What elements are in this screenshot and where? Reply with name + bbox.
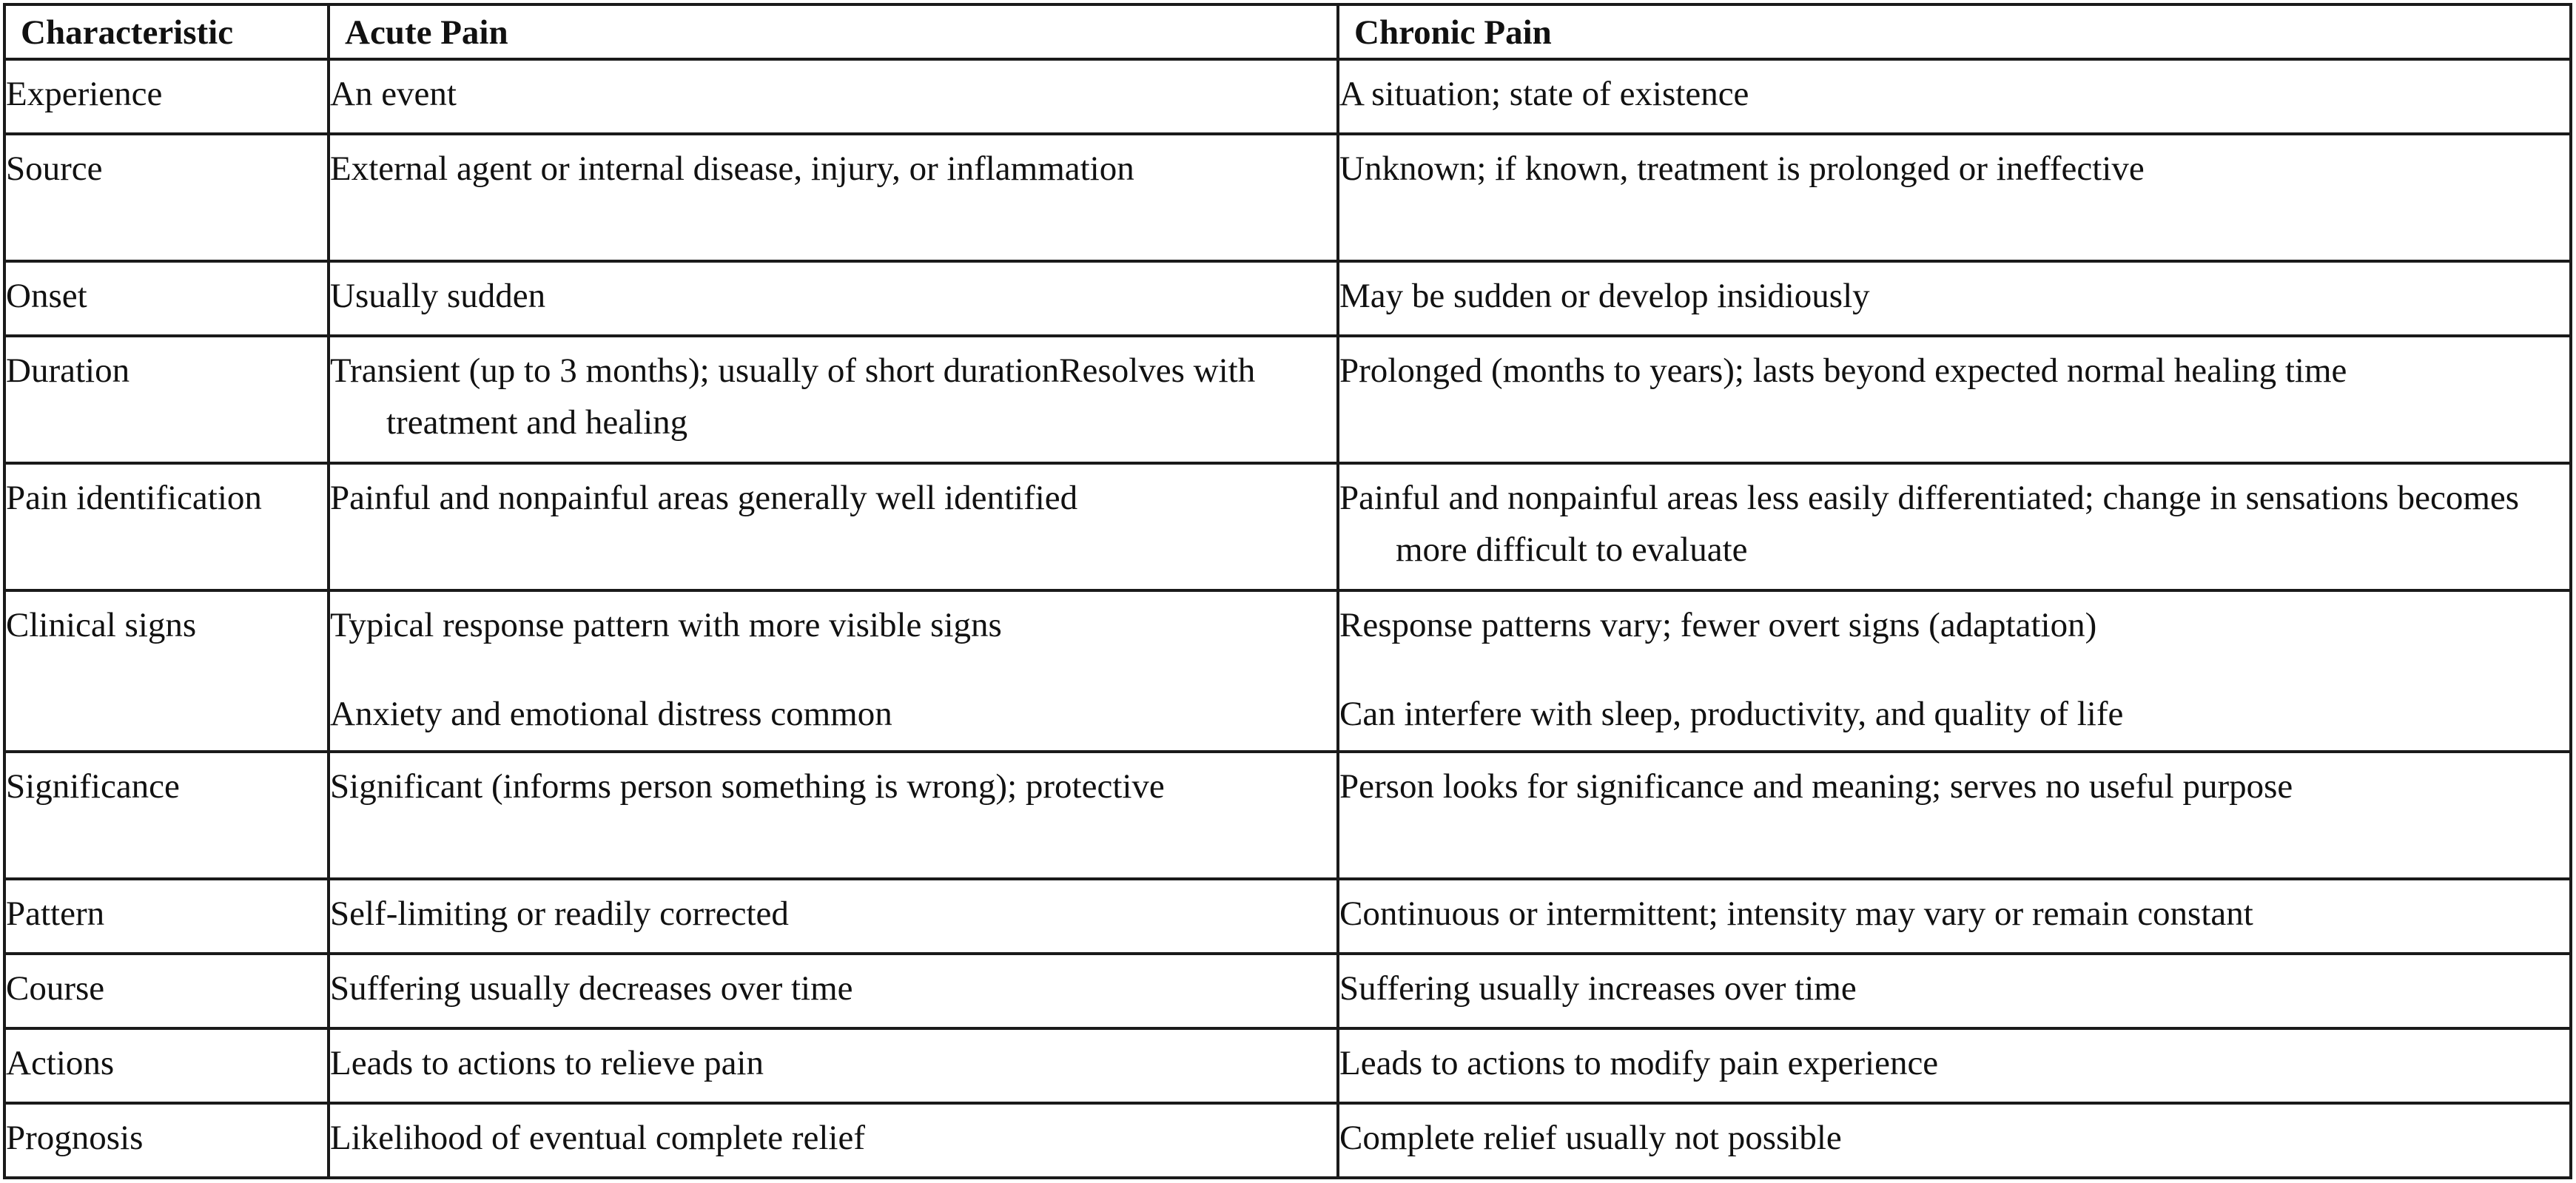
table-row bbox=[6, 134, 2569, 261]
cell-characteristic: Course bbox=[6, 954, 329, 1028]
cell-chronic bbox=[1338, 336, 2569, 463]
cell-text: Leads to actions to relieve pain bbox=[330, 1044, 764, 1082]
cell-text: Person looks for significance and meaning; serves no useful purpose bbox=[1339, 767, 2293, 806]
header-acute-pain: Acute Pain bbox=[329, 6, 1338, 59]
cell-text: Unknown; if known, treatment is prolonged or ineffective bbox=[1339, 149, 2145, 188]
cell-characteristic: Prognosis bbox=[6, 1103, 329, 1178]
cell-text: Significant (informs person something is wrong); protective bbox=[330, 767, 1165, 806]
cell-acute bbox=[329, 954, 1338, 1028]
cell-acute bbox=[329, 1103, 1338, 1178]
cell-text: Continuous or intermittent; intensity may vary or remain constant bbox=[1339, 894, 2253, 933]
cell-acute bbox=[329, 261, 1338, 336]
cell-chronic bbox=[1338, 879, 2569, 954]
header-characteristic: Characteristic bbox=[6, 6, 329, 59]
cell-acute bbox=[329, 336, 1338, 463]
cell-text: May be sudden or develop insidiously bbox=[1339, 277, 1870, 315]
table-row bbox=[6, 59, 2569, 134]
cell-text: Self-limiting or readily corrected bbox=[330, 894, 789, 933]
table-row bbox=[6, 463, 2569, 590]
paragraph-gap bbox=[386, 651, 1322, 688]
cell-chronic bbox=[1338, 752, 2569, 879]
table-row bbox=[6, 261, 2569, 336]
cell-characteristic: Onset bbox=[6, 261, 329, 336]
cell-characteristic: Duration bbox=[6, 336, 329, 463]
cell-chronic bbox=[1338, 590, 2569, 752]
paragraph-gap bbox=[1396, 651, 2555, 688]
table-body bbox=[6, 59, 2569, 1178]
header-chronic-pain: Chronic Pain bbox=[1338, 6, 2569, 59]
cell-chronic bbox=[1338, 59, 2569, 134]
cell-acute bbox=[329, 879, 1338, 954]
cell-characteristic: Significance bbox=[6, 752, 329, 879]
cell-text: External agent or internal disease, injury, or inflammation bbox=[330, 149, 1134, 188]
pain-comparison-table bbox=[3, 3, 2572, 1179]
header-row bbox=[6, 6, 2569, 59]
cell-text: A situation; state of existence bbox=[1339, 75, 1749, 113]
table-row bbox=[6, 1028, 2569, 1103]
cell-text: Response patterns vary; fewer overt signs (adaptation) bbox=[1339, 606, 2097, 644]
cell-text: Painful and nonpainful areas generally well identified bbox=[330, 479, 1078, 517]
cell-text: Anxiety and emotional distress common bbox=[330, 695, 892, 733]
cell-chronic bbox=[1338, 261, 2569, 336]
cell-characteristic: Experience bbox=[6, 59, 329, 134]
cell-characteristic: Clinical signs bbox=[6, 590, 329, 752]
table-row bbox=[6, 336, 2569, 463]
table-row bbox=[6, 879, 2569, 954]
cell-chronic bbox=[1338, 954, 2569, 1028]
cell-chronic bbox=[1338, 134, 2569, 261]
cell-acute bbox=[329, 590, 1338, 752]
cell-text: An event bbox=[330, 75, 457, 113]
cell-characteristic: Pattern bbox=[6, 879, 329, 954]
cell-text: Typical response pattern with more visible signs bbox=[330, 606, 1002, 644]
cell-text: Leads to actions to modify pain experience bbox=[1339, 1044, 1939, 1082]
cell-acute bbox=[329, 1028, 1338, 1103]
table-row bbox=[6, 1103, 2569, 1178]
table bbox=[6, 6, 2569, 1178]
cell-chronic bbox=[1338, 1028, 2569, 1103]
cell-chronic bbox=[1338, 463, 2569, 590]
cell-acute bbox=[329, 752, 1338, 879]
cell-text: Painful and nonpainful areas less easily differentiated; change in sensations becomes more difficult to evaluate bbox=[1339, 479, 2520, 569]
table-row bbox=[6, 590, 2569, 752]
cell-text: Usually sudden bbox=[330, 277, 546, 315]
cell-text: Complete relief usually not possible bbox=[1339, 1119, 1842, 1157]
cell-characteristic: Actions bbox=[6, 1028, 329, 1103]
cell-characteristic: Source bbox=[6, 134, 329, 261]
cell-characteristic: Pain identification bbox=[6, 463, 329, 590]
cell-acute bbox=[329, 463, 1338, 590]
cell-text: Suffering usually decreases over time bbox=[330, 969, 853, 1008]
cell-text: Prolonged (months to years); lasts beyond expected normal healing time bbox=[1339, 351, 2347, 390]
table-row bbox=[6, 752, 2569, 879]
cell-text: Likelihood of eventual complete relief bbox=[330, 1119, 865, 1157]
table-header bbox=[6, 6, 2569, 59]
cell-acute bbox=[329, 134, 1338, 261]
cell-acute bbox=[329, 59, 1338, 134]
cell-text: Transient (up to 3 months); usually of short durationResolves with treatment and healing bbox=[330, 351, 1256, 442]
cell-text: Suffering usually increases over time bbox=[1339, 969, 1857, 1008]
cell-text: Can interfere with sleep, productivity, and quality of life bbox=[1339, 695, 2124, 733]
cell-chronic bbox=[1338, 1103, 2569, 1178]
table-row bbox=[6, 954, 2569, 1028]
